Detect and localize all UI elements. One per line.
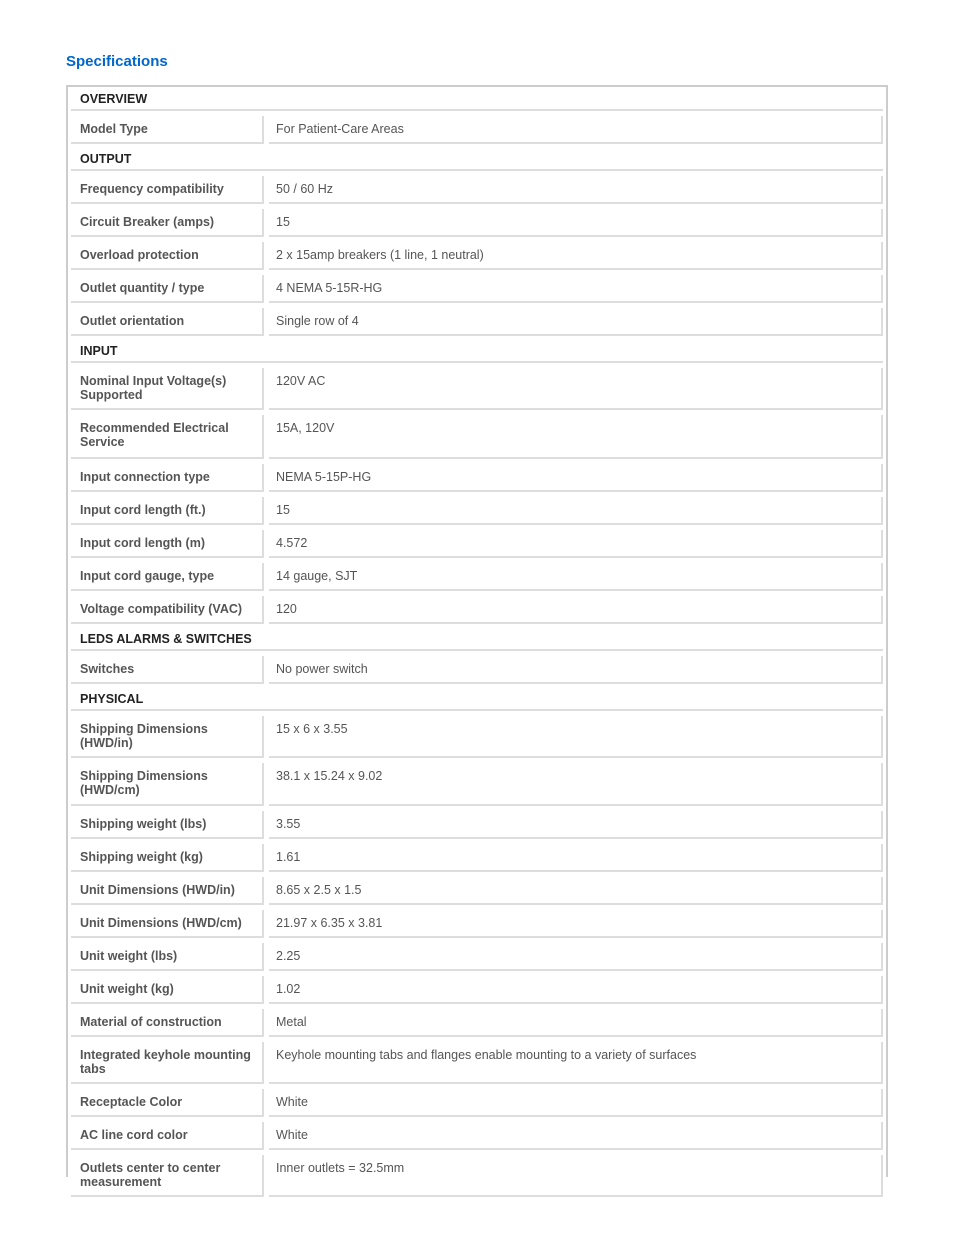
spec-value: Metal [269, 1009, 883, 1037]
spec-value: 38.1 x 15.24 x 9.02 [269, 763, 883, 806]
spec-value: 14 gauge, SJT [269, 563, 883, 591]
spec-label: Input cord length (m) [71, 530, 264, 558]
spec-row [71, 844, 883, 872]
spec-row [71, 596, 883, 624]
spec-label: Unit weight (kg) [71, 976, 264, 1004]
spec-row [71, 415, 883, 459]
spec-value: For Patient-Care Areas [269, 116, 883, 144]
spec-label: Frequency compatibility [71, 176, 264, 204]
spec-label: Integrated keyhole mounting tabs [71, 1042, 264, 1084]
spec-label: Overload protection [71, 242, 264, 270]
spec-label: Unit weight (lbs) [71, 943, 264, 971]
spec-value: 2.25 [269, 943, 883, 971]
spec-label: Circuit Breaker (amps) [71, 209, 264, 237]
spec-value: 4.572 [269, 530, 883, 558]
page-title: Specifications [66, 53, 168, 70]
spec-row [71, 763, 883, 806]
spec-label: Receptacle Color [71, 1089, 264, 1117]
spec-label: Recommended Electrical Service [71, 415, 264, 459]
spec-label: Shipping Dimensions (HWD/in) [71, 716, 264, 758]
spec-row [71, 811, 883, 839]
spec-value: 15 [269, 209, 883, 237]
spec-value: 50 / 60 Hz [269, 176, 883, 204]
spec-row [71, 1042, 883, 1084]
spec-value: 1.61 [269, 844, 883, 872]
spec-row [71, 910, 883, 938]
spec-value: 1.02 [269, 976, 883, 1004]
spec-value: White [269, 1089, 883, 1117]
spec-value: 21.97 x 6.35 x 3.81 [269, 910, 883, 938]
spec-value: 15 [269, 497, 883, 525]
section-header-input: INPUT [71, 341, 883, 363]
spec-value: 2 x 15amp breakers (1 line, 1 neutral) [269, 242, 883, 270]
spec-row [71, 275, 883, 303]
spec-row [71, 943, 883, 971]
spec-label: Unit Dimensions (HWD/in) [71, 877, 264, 905]
spec-row [71, 976, 883, 1004]
spec-label: Unit Dimensions (HWD/cm) [71, 910, 264, 938]
spec-row [71, 1155, 883, 1197]
spec-label: AC line cord color [71, 1122, 264, 1150]
spec-row [71, 209, 883, 237]
spec-value: White [269, 1122, 883, 1150]
section-header-leds-alarms-switches: LEDS ALARMS & SWITCHES [71, 629, 883, 651]
spec-label: Outlet quantity / type [71, 275, 264, 303]
spec-row [71, 563, 883, 591]
spec-label: Outlets center to center measurement [71, 1155, 264, 1197]
spec-row [71, 1122, 883, 1150]
section-header-physical: PHYSICAL [71, 689, 883, 711]
spec-label: Shipping Dimensions (HWD/cm) [71, 763, 264, 806]
spec-label: Input cord gauge, type [71, 563, 264, 591]
spec-value: Keyhole mounting tabs and flanges enable mounting to a variety of surfaces [269, 1042, 883, 1084]
spec-value: 120 [269, 596, 883, 624]
spec-row [71, 116, 883, 144]
spec-label: Model Type [71, 116, 264, 144]
spec-row [71, 877, 883, 905]
section-header-overview: OVERVIEW [71, 89, 883, 111]
spec-value: No power switch [269, 656, 883, 684]
spec-value: 8.65 x 2.5 x 1.5 [269, 877, 883, 905]
spec-row [71, 242, 883, 270]
spec-value: Inner outlets = 32.5mm [269, 1155, 883, 1197]
spec-label: Material of construction [71, 1009, 264, 1037]
spec-row [71, 464, 883, 492]
spec-row [71, 308, 883, 336]
spec-row [71, 716, 883, 758]
spec-value: Single row of 4 [269, 308, 883, 336]
spec-row [71, 1089, 883, 1117]
spec-value: 4 NEMA 5-15R-HG [269, 275, 883, 303]
spec-label: Shipping weight (kg) [71, 844, 264, 872]
spec-value: 15 x 6 x 3.55 [269, 716, 883, 758]
spec-label: Shipping weight (lbs) [71, 811, 264, 839]
spec-row [71, 497, 883, 525]
spec-row [71, 656, 883, 684]
spec-row [71, 368, 883, 410]
spec-row [71, 1009, 883, 1037]
specifications-table [66, 85, 888, 1189]
spec-value: 3.55 [269, 811, 883, 839]
spec-label: Input connection type [71, 464, 264, 492]
section-header-output: OUTPUT [71, 149, 883, 171]
spec-label: Outlet orientation [71, 308, 264, 336]
spec-label: Input cord length (ft.) [71, 497, 264, 525]
spec-label: Switches [71, 656, 264, 684]
spec-value: 15A, 120V [269, 415, 883, 459]
spec-label: Voltage compatibility (VAC) [71, 596, 264, 624]
spec-value: NEMA 5-15P-HG [269, 464, 883, 492]
spec-row [71, 530, 883, 558]
spec-row [71, 176, 883, 204]
spec-label: Nominal Input Voltage(s) Supported [71, 368, 264, 410]
spec-value: 120V AC [269, 368, 883, 410]
